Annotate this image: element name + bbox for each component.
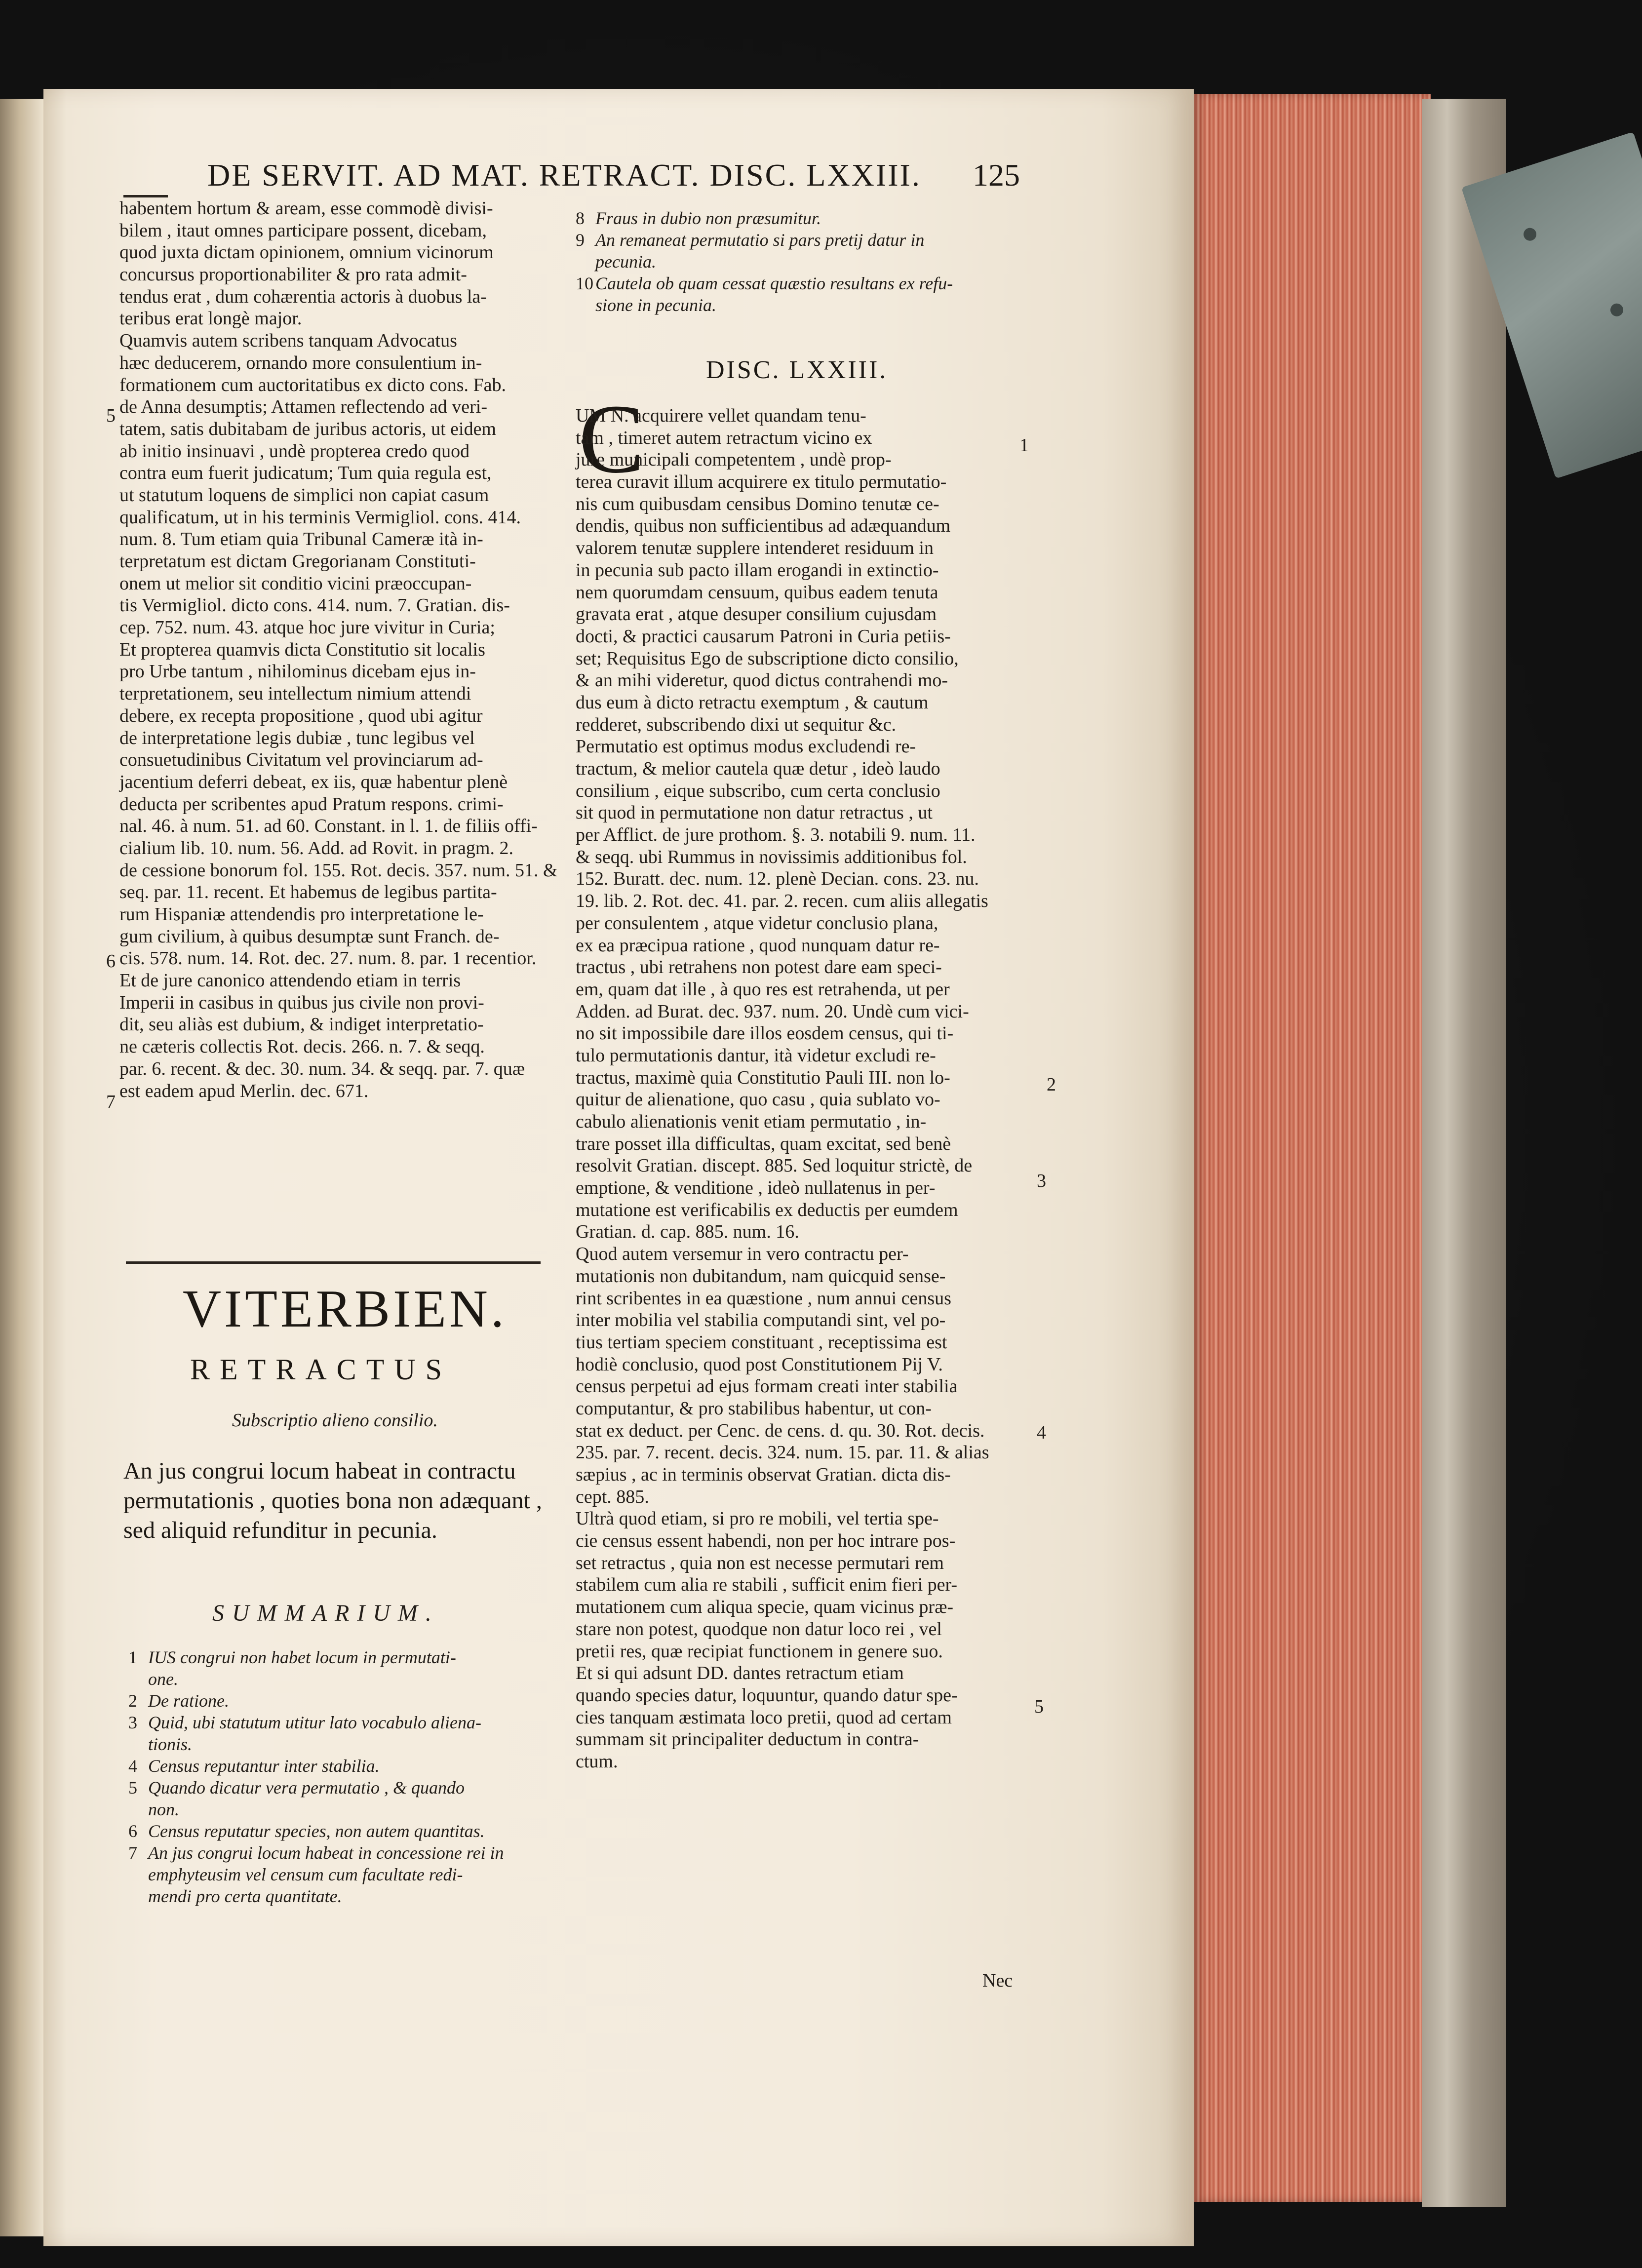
- case-subtitle: RETRACTUS: [190, 1353, 452, 1386]
- text-line: set; Requisitus Ego de subscriptione dicto consilio,: [576, 648, 959, 669]
- summarium-item-number: 2: [128, 1691, 137, 1711]
- text-line: set retractus , quia non est necesse permutari rem: [576, 1552, 944, 1573]
- summarium-item-number: 6: [128, 1821, 137, 1841]
- clasp-rivet-icon: [1609, 302, 1625, 318]
- text-line: 235. par. 7. recent. decis. 324. num. 15. par. 11. & alias: [576, 1442, 989, 1463]
- summarium-item-number: 10: [576, 274, 593, 293]
- margin-number-right: 2: [1047, 1074, 1056, 1095]
- text-line: num. 8. Tum etiam quia Tribunal Cameræ ità in-: [119, 529, 483, 550]
- text-line: Adden. ad Burat. dec. 937. num. 20. Undè cum vici-: [576, 1001, 969, 1022]
- text-line: no sit impossibile dare illos eosdem census, qui ti-: [576, 1023, 954, 1044]
- text-line: UM N. acquirere vellet quandam tenu-: [576, 405, 866, 426]
- text-line: dit, seu aliàs est dubium, & indiget interpretatio-: [119, 1014, 484, 1035]
- text-line: quod juxta dictam opinionem, omnium vicinorum: [119, 242, 494, 263]
- text-line: consuetudinibus Civitatum vel provinciarum ad-: [119, 749, 483, 771]
- text-line: pretii res, quæ recipiat functionem in genere suo.: [576, 1641, 943, 1662]
- catchword: Nec: [982, 1970, 1013, 1991]
- text-line: de interpretatione legis dubiæ , tunc legibus vel: [119, 727, 475, 748]
- text-line: cis. 578. num. 14. Rot. dec. 27. num. 8. par. 1 recentior.: [119, 948, 537, 969]
- text-line: inter mobilia vel stabilia computandi sint, vel po-: [576, 1310, 946, 1331]
- discourse-heading: DISC. LXXIII.: [706, 356, 888, 384]
- section-divider: [126, 1261, 541, 1264]
- summarium-item: [128, 1820, 553, 1842]
- text-line: sit quod in permutatione non datur retractus , ut: [576, 802, 933, 823]
- text-line: deducta per scribentes apud Pratum respons. crimi-: [119, 793, 504, 815]
- summarium-list-left: [128, 1646, 553, 1907]
- summarium-item: [576, 207, 1020, 229]
- text-line: onem ut melior sit conditio vicini præoccupan-: [119, 573, 472, 594]
- summarium-item-text: Quando dicatur vera permutatio , & quando non.: [148, 1778, 465, 1819]
- text-line: qualificatum, ut in his terminis Vermigliol. cons. 414.: [119, 507, 521, 528]
- text-line: contra eum fuerit judicatum; Tum quia regula est,: [119, 463, 492, 484]
- margin-number-left: 5: [106, 405, 116, 426]
- margin-number-right: 3: [1037, 1171, 1046, 1191]
- text-line: tractus, maximè quia Constitutio Pauli III. non lo-: [576, 1067, 950, 1088]
- summarium-item-number: 5: [128, 1778, 137, 1798]
- text-line: in pecunia sub pacto illam erogandi in extinctio-: [576, 559, 939, 581]
- text-line: census perpetui ad ejus formam creati inter stabilia: [576, 1376, 958, 1397]
- text-line: cabulo alienationis venit etiam permutatio , in-: [576, 1111, 927, 1132]
- text-line: mutationem cum aliqua specie, quam vicinus præ-: [576, 1597, 954, 1618]
- text-line: tatem, satis dubitabam de juribus actoris, ut eidem: [119, 418, 496, 439]
- text-line: 19. lib. 2. Rot. dec. 41. par. 2. recen. cum aliis allegatis: [576, 891, 988, 912]
- summarium-item: [128, 1755, 553, 1777]
- text-line: tendus erat , dum cohærentia actoris à duobus la-: [119, 286, 487, 307]
- running-title: DE SERVIT. AD MAT. RETRACT. DISC. LXXIII.: [207, 157, 921, 193]
- text-line: dendis, quibus non sufficientibus ad adæquandum: [576, 515, 951, 537]
- text-line: cies tanquam æstimata loco pretii, quod ad certam: [576, 1707, 952, 1728]
- text-line: habentem hortum & aream, esse commodè divisi-: [119, 198, 493, 219]
- text-line: terea curavit illum acquirere ex titulo permutatio-: [576, 471, 947, 493]
- text-line: em, quam dat ille , à quo res est retrahenda, ut per: [576, 978, 950, 1000]
- drop-cap: C: [579, 385, 645, 494]
- text-line: quitur de alienatione, quo casu , quia sublato vo-: [576, 1089, 940, 1110]
- text-line: & seqq. ubi Rummus in novissimis additionibus fol.: [576, 846, 967, 867]
- text-line: Et propterea quamvis dicta Constitutio sit localis: [119, 639, 485, 660]
- text-line: pro Urbe tantum , nihilominus dicebam ejus in-: [119, 661, 476, 682]
- text-line: de Anna desumptis; Attamen reflectendo ad veri-: [119, 396, 487, 418]
- text-line: Quamvis autem scribens tanquam Advocatus: [119, 330, 457, 352]
- summarium-item: [128, 1690, 553, 1712]
- text-line: jacentium deferri debeat, ex iis, quæ habentur plenè: [119, 771, 508, 792]
- case-title: VITERBIEN.: [183, 1280, 507, 1338]
- text-line: Permutatio est optimus modus excludendi re-: [576, 736, 916, 757]
- text-line: gum civilium, à quibus desumptæ sunt Franch. de-: [119, 926, 500, 947]
- summarium-item-number: 9: [576, 230, 585, 250]
- text-line: consilium , eique subscribo, cum certa conclusio: [576, 780, 940, 801]
- text-line: mutationis non dubitandum, nam quicquid sense-: [576, 1265, 946, 1287]
- text-line: rum Hispaniæ attendendis pro interpretatione le-: [119, 904, 484, 925]
- text-line: Et de jure canonico attendendo etiam in terris: [119, 970, 461, 991]
- summarium-item-text: Census reputatur species, non autem quantitas.: [148, 1821, 485, 1841]
- text-line: Ultrà quod etiam, si pro re mobili, vel tertia spe-: [576, 1508, 939, 1529]
- text-line: par. 6. recent. & dec. 30. num. 34. & seqq. par. 7. quæ: [119, 1058, 525, 1079]
- text-line: tulo permutationis dantur, ità videtur excludi re-: [576, 1045, 936, 1066]
- summarium-item-number: 7: [128, 1843, 137, 1863]
- red-page-edges: [1194, 94, 1431, 2202]
- text-line: Imperii in casibus in quibus jus civile non provi-: [119, 992, 484, 1013]
- margin-number-right: 4: [1037, 1422, 1046, 1443]
- text-line: ne cæteris collectis Rot. decis. 266. n. 7. & seqq.: [119, 1036, 485, 1057]
- text-line: redderet, subscribendo dixi ut sequitur &c.: [576, 714, 897, 735]
- text-line: de cessione bonorum fol. 155. Rot. decis. 357. num. 51. &: [119, 860, 558, 881]
- text-line: resolvit Gratian. discept. 885. Sed loquitur strictè, de: [576, 1155, 973, 1176]
- text-line: stare non potest, quodque non datur loco rei , vel: [576, 1618, 942, 1640]
- text-line: nis cum quibusdam censibus Domino tenutæ ce-: [576, 493, 939, 514]
- text-line: terpretatum est dictam Gregorianam Constituti-: [119, 551, 476, 572]
- text-line: ex ea præcipua ratione , quod nunquam datur re-: [576, 935, 940, 956]
- summarium-item-number: 1: [128, 1647, 137, 1667]
- summarium-item-number: 4: [128, 1756, 137, 1776]
- text-line: dus eum à dicto retractu exemptum , & cautum: [576, 692, 929, 713]
- margin-number-left: 7: [106, 1092, 116, 1112]
- text-line: debere, ex recepta propositione , quod ubi agitur: [119, 705, 483, 726]
- text-line: teribus erat longè major.: [119, 308, 302, 329]
- text-line: per consulentem , atque videtur conclusio plana,: [576, 912, 938, 934]
- text-line: summam sit principaliter deductum in contra-: [576, 1729, 919, 1750]
- text-line: tam , timeret autem retractum vicino ex: [576, 427, 872, 448]
- summarium-item-number: 3: [128, 1713, 137, 1732]
- text-line: terpretationem, seu intellectum nimium attendi: [119, 683, 471, 704]
- text-line: cep. 752. num. 43. atque hoc jure vivitur in Curia;: [119, 617, 495, 638]
- summarium-heading: SUMMARIUM.: [212, 1600, 439, 1626]
- page-number: 125: [973, 157, 1020, 193]
- text-line: trare posset illa difficultas, quam excitat, sed benè: [576, 1133, 951, 1154]
- text-line: formationem cum auctoritatibus ex dicto cons. Fab.: [119, 374, 507, 395]
- facing-page-edge: [0, 99, 43, 2236]
- text-line: rint scribentes in ea quæstione , num annui census: [576, 1288, 951, 1309]
- text-line: seq. par. 11. recent. Et habemus de legibus partita-: [119, 882, 497, 903]
- text-line: tis Vermigliol. dicto cons. 414. num. 7. Gratian. dis-: [119, 595, 510, 616]
- summarium-item: [576, 273, 1020, 316]
- margin-number-right: 5: [1034, 1696, 1044, 1717]
- summarium-item: [128, 1842, 553, 1907]
- text-line: cept. 885.: [576, 1486, 649, 1507]
- text-line: Gratian. d. cap. 885. num. 16.: [576, 1221, 799, 1243]
- text-line: ctum.: [576, 1751, 618, 1772]
- summarium-item: [128, 1712, 553, 1755]
- text-line: tractus , ubi retrahens non potest dare eam speci-: [576, 957, 942, 978]
- text-line: docti, & practici causarum Patroni in Curia petiis-: [576, 626, 951, 647]
- summarium-item-number: 8: [576, 208, 585, 228]
- text-line: Quod autem versemur in vero contractu per-: [576, 1244, 909, 1265]
- text-line: nal. 46. à num. 51. ad 60. Constant. in l. 1. de filiis offi-: [119, 816, 538, 837]
- summarium-item-text: De ratione.: [148, 1691, 229, 1711]
- summarium-item-text: IUS congrui non habet locum in permutati- one.: [148, 1647, 456, 1689]
- text-line: jure municipali competentem , undè prop-: [576, 449, 892, 470]
- text-line: hæc deducerem, ornando more consulentium in-: [119, 352, 482, 373]
- text-line: per Afflict. de jure prothom. §. 3. notabili 9. num. 11.: [576, 824, 976, 846]
- margin-number-right: 1: [1019, 435, 1029, 456]
- case-note: Subscriptio alieno consilio.: [232, 1410, 438, 1431]
- text-line: est eadem apud Merlin. dec. 671.: [119, 1080, 369, 1101]
- discourse-text: [576, 405, 1020, 1773]
- text-line: bilem , itaut omnes participare possent, dicebam,: [119, 220, 487, 241]
- summarium-item: [128, 1646, 553, 1690]
- text-line: mutatione est verificabilis ex deductis per eumdem: [576, 1199, 958, 1220]
- text-line: tius tertiam speciem constituant , receptissima est: [576, 1331, 947, 1353]
- text-line: ab initio insinuavi , undè propterea credo quod: [119, 440, 470, 462]
- text-line: computantur, & pro stabilibus habentur, ut con-: [576, 1398, 932, 1419]
- summarium-item-text: An jus congrui locum habeat in concessione rei in emphyteusim vel censum cum facultate redi- mendi pro certa quantitate.: [148, 1843, 504, 1906]
- summarium-item-text: Quid, ubi statutum utitur lato vocabulo aliena- tionis.: [148, 1713, 481, 1754]
- text-line: emptione, & venditione , ideò nullatenus in per-: [576, 1177, 936, 1199]
- text-line: nem quorumdam censuum, quibus eadem tenuta: [576, 582, 938, 603]
- summarium-item-text: Fraus in dubio non præsumitur.: [595, 208, 821, 228]
- summarium-item-text: Cautela ob quam cessat quæstio resultans ex refu- sione in pecunia.: [595, 274, 953, 315]
- text-line: stat ex deduct. per Cenc. de cens. d. qu. 30. Rot. decis.: [576, 1420, 985, 1441]
- text-line: Et si qui adsunt DD. dantes retractum etiam: [576, 1663, 904, 1684]
- text-line: ut statutum loquens de simplici non capiat casum: [119, 484, 489, 506]
- text-line: valorem tenutæ supplere intenderet residuum in: [576, 538, 934, 559]
- summarium-list-right: [576, 207, 1020, 316]
- text-line: cialium lib. 10. num. 56. Add. ad Rovit. in pragm. 2.: [119, 837, 513, 859]
- case-question: An jus congrui locum habeat in contractu permutationis , quoties bona non adæquant , sed aliquid refunditur in pecunia.: [123, 1458, 542, 1543]
- text-line: sæpius , ac in terminis observat Gratian. dicta dis-: [576, 1464, 951, 1485]
- text-line: stabilem cum alia re stabili , sufficit enim fieri per-: [576, 1574, 958, 1596]
- clasp-rivet-icon: [1522, 226, 1538, 242]
- summarium-item: [576, 229, 1020, 273]
- text-line: hodiè conclusio, quod post Constitutionem Pij V.: [576, 1354, 943, 1375]
- summarium-item: [128, 1777, 553, 1820]
- summarium-item-text: Census reputantur inter stabilia.: [148, 1756, 380, 1776]
- book-cover-board: [1422, 99, 1506, 2207]
- text-line: cie census essent habendi, non per hoc intrare pos-: [576, 1530, 956, 1552]
- left-column-text: [119, 197, 558, 1102]
- margin-number-left: 6: [106, 951, 116, 972]
- text-line: 152. Buratt. dec. num. 12. plenè Decian. cons. 23. nu.: [576, 868, 979, 890]
- text-line: quando species datur, loquuntur, quando datur spe-: [576, 1684, 958, 1706]
- text-line: gravata erat , atque desuper consilium cujusdam: [576, 604, 937, 625]
- text-line: & an mihi videretur, quod dictus contrahendi mo-: [576, 670, 948, 691]
- text-line: concursus proportionabiliter & pro rata admit-: [119, 264, 467, 285]
- summarium-item-text: An remaneat permutatio si pars pretij datur in pecunia.: [595, 230, 925, 272]
- text-line: tractum, & melior cautela quæ detur , ideò laudo: [576, 758, 940, 779]
